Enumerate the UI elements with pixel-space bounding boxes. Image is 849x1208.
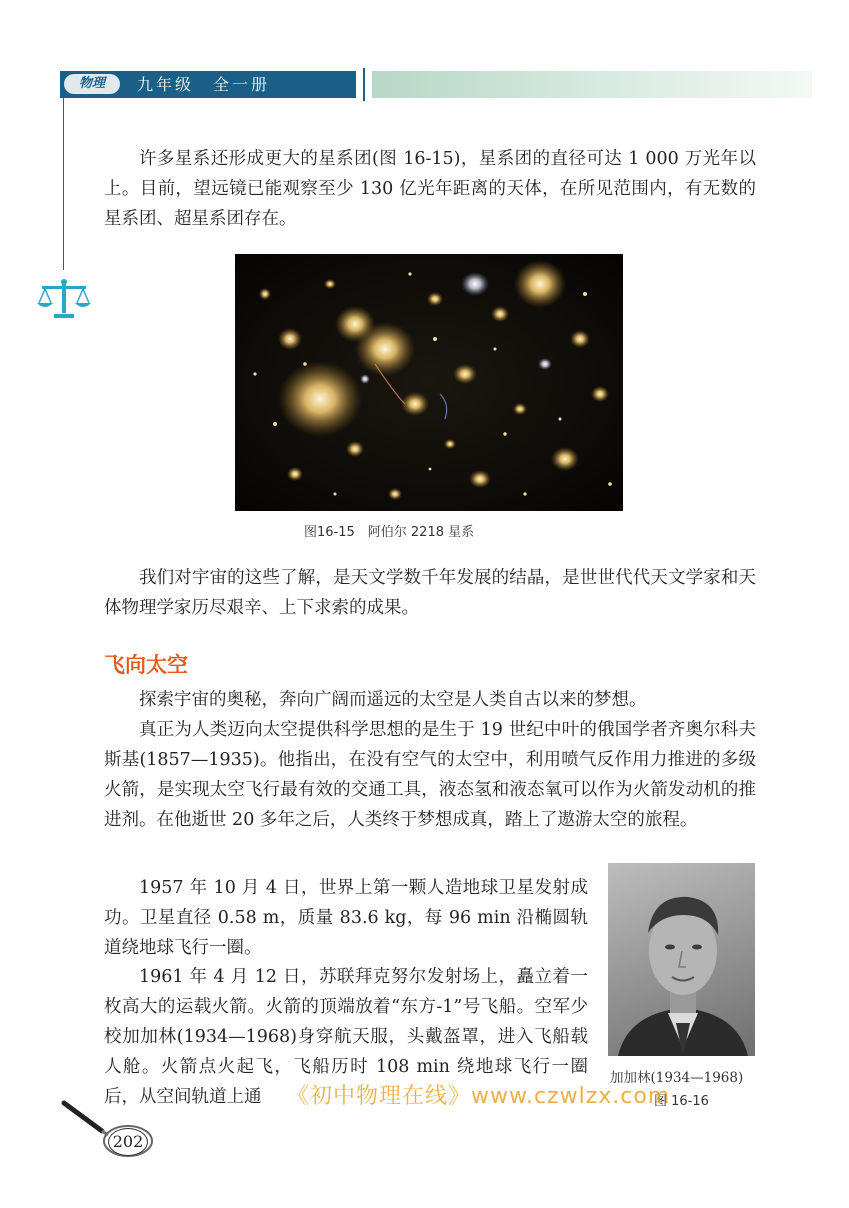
header-gradient-band: [372, 71, 812, 98]
paragraph-astronomy-history: 我们对宇宙的这些了解，是天文学数千年发展的结晶，是世世代代天文学家和天体物理学家历尽艰辛、上下求索的成果。: [104, 568, 756, 618]
paragraph-first-satellite: 1957 年 10 月 4 日，世界上第一颗人造地球卫星发射成功。卫星直径 0.58 m，质量 83.6 kg，每 96 min 沿椭圆轨道绕地球飞行一圈。: [104, 878, 588, 958]
book-title: 九年级 全一册: [137, 75, 271, 94]
paragraph-tsiolkovsky: 真正为人类迈向太空提供科学思想的是生于 19 世纪中叶的俄国学者齐奥尔科夫斯基(1857—1935)。他指出，在没有空气的太空中，利用喷气反作用力推进的多级火箭，是实现太空飞行最有效的交通工具，液态氢和液态氧可以作为火箭发动机的推进剂。在他逝世 20 多年之后，人类终于梦想成真，踏上了遨游太空的旅程。: [104, 720, 756, 830]
gagarin-portrait: [608, 863, 755, 1056]
watermark: 《初中物理在线》www.czwlzx.com: [287, 1084, 671, 1109]
page-number: 202: [108, 1128, 148, 1156]
subject-badge: 物理: [64, 74, 120, 94]
paragraph-gagarin-flight: 1961 年 4 月 12 日，苏联拜克努尔发射场上，矗立着一枚高大的运载火箭。火箭的顶端放着“东方-1”号飞船。空军少校加加林(1934—1968)身穿航天服，头戴盔罩，进入飞船载人舱。火箭点火起飞，飞船历时 108 min 绕地球飞行一圈后，从空间轨道上通: [104, 967, 588, 1107]
balance-scale-icon: [36, 278, 92, 322]
header-divider: [363, 68, 365, 101]
section-title: 飞向太空: [104, 653, 188, 677]
galaxy-cluster-image: [235, 254, 623, 511]
portrait-figure-label: 图 16-16: [654, 1094, 709, 1109]
paragraph-space-dream: 探索宇宙的奥秘，奔向广阔而遥远的太空是人类自古以来的梦想。: [139, 690, 647, 710]
margin-line: [63, 98, 64, 270]
paragraph-galaxy-clusters: 许多星系还形成更大的星系团(图 16-15)，星系团的直径可达 1 000 万光年以上。目前，望远镜已能观察至少 130 亿光年距离的天体，在所见范围内，有无数的星系团、超星系团存在。: [104, 149, 756, 229]
galaxy-figure-caption: 图16-15 阿伯尔 2218 星系: [304, 525, 475, 540]
portrait-caption: 加加林(1934—1968): [610, 1070, 744, 1086]
